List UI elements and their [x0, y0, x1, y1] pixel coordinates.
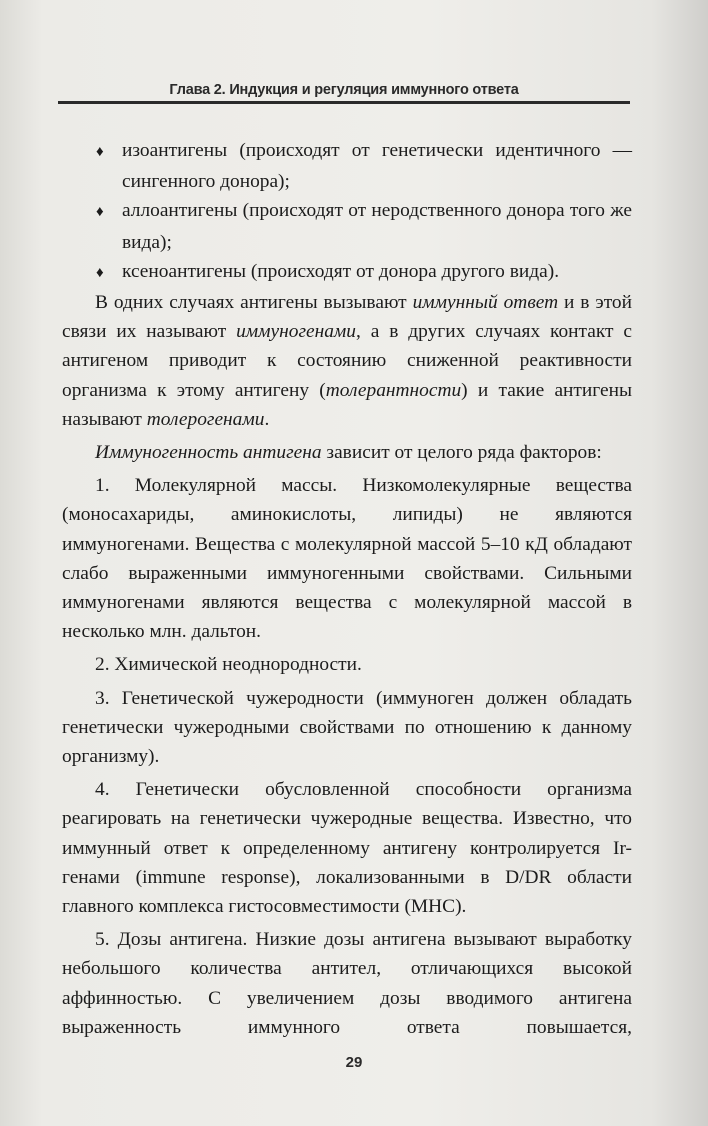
factor-item: 3. Генетической чужеродности (иммуноген должен обладать генетически чужеродными свойствами по отношению к данному организму). [62, 687, 632, 768]
bullet-item [62, 196, 632, 256]
text-run: ) и такие антигены называют [62, 379, 632, 430]
factor-item: 4. Генетически обусловленной способности организма реагировать на генетически чужеродные вещества. Известно, что иммунный ответ к определенному антигену контролируется Ir-генами (immune response), локализованными в D/DR области главного комплекса гистосовместимости (MHC). [62, 779, 632, 918]
diamond-bullet-icon: ♦ [96, 264, 104, 281]
italic-term: Иммуногенность антигена [95, 442, 322, 464]
running-header [58, 80, 630, 104]
text-run: . [264, 408, 270, 430]
factor-item: 1. Молекулярной массы. Низкомолекулярные вещества (моносахариды, аминокислоты, липиды) не являются иммуногенами. Вещества с молекулярной массой 5–10 кД обладают слабо выраженными иммуногенными свойствами. Сильными иммуногенами являются вещества с молекулярной массой в несколько млн. дальтон. [62, 475, 632, 643]
text-run: , а в других случаях контакт с антигеном приводит к состоянию сниженной реактивности организма к этому антигену ( [62, 321, 632, 401]
page-number: 29 [345, 1054, 363, 1071]
bullet-text: изоантигены (происходят от генетически идентичного — сингенного донора); [122, 140, 632, 193]
bullet-item [62, 257, 632, 288]
factor-item: 5. Дозы антигена. Низкие дозы антигена вызывают выработку небольшого количества антител, отличающихся высокой аффинностью. С увеличением дозы вводимого антигена выраженность иммунного ответа повышается, [62, 929, 632, 1038]
text-run: зависит от целого ряда факторов: [321, 442, 602, 464]
italic-term: толерогенами [146, 408, 265, 430]
text-body [62, 136, 632, 1042]
factor-item: 2. Химической неоднородности. [95, 654, 362, 676]
italic-term: толерантности [325, 379, 462, 401]
text-run: В одних случаях антигены вызывают [95, 292, 413, 314]
italic-term: иммуногенами [236, 321, 357, 343]
header-rule [58, 101, 630, 104]
bullet-item [62, 136, 632, 196]
diamond-bullet-icon: ♦ [96, 144, 104, 160]
text-run: и в этой связи их называют [62, 292, 633, 343]
italic-term: иммунный ответ [412, 292, 559, 314]
diamond-bullet-icon: ♦ [96, 204, 104, 221]
bullet-text: аллоантигены (происходят от неродственного донора того же вида); [122, 200, 632, 253]
paragraph-immunogenicity [62, 438, 632, 467]
paragraph-immunogens [62, 288, 632, 434]
chapter-title: Глава 2. Индукция и регуляция иммунного ответа [169, 82, 519, 98]
bullet-text: ксеноантигены (происходят от донора другого вида). [122, 260, 560, 282]
